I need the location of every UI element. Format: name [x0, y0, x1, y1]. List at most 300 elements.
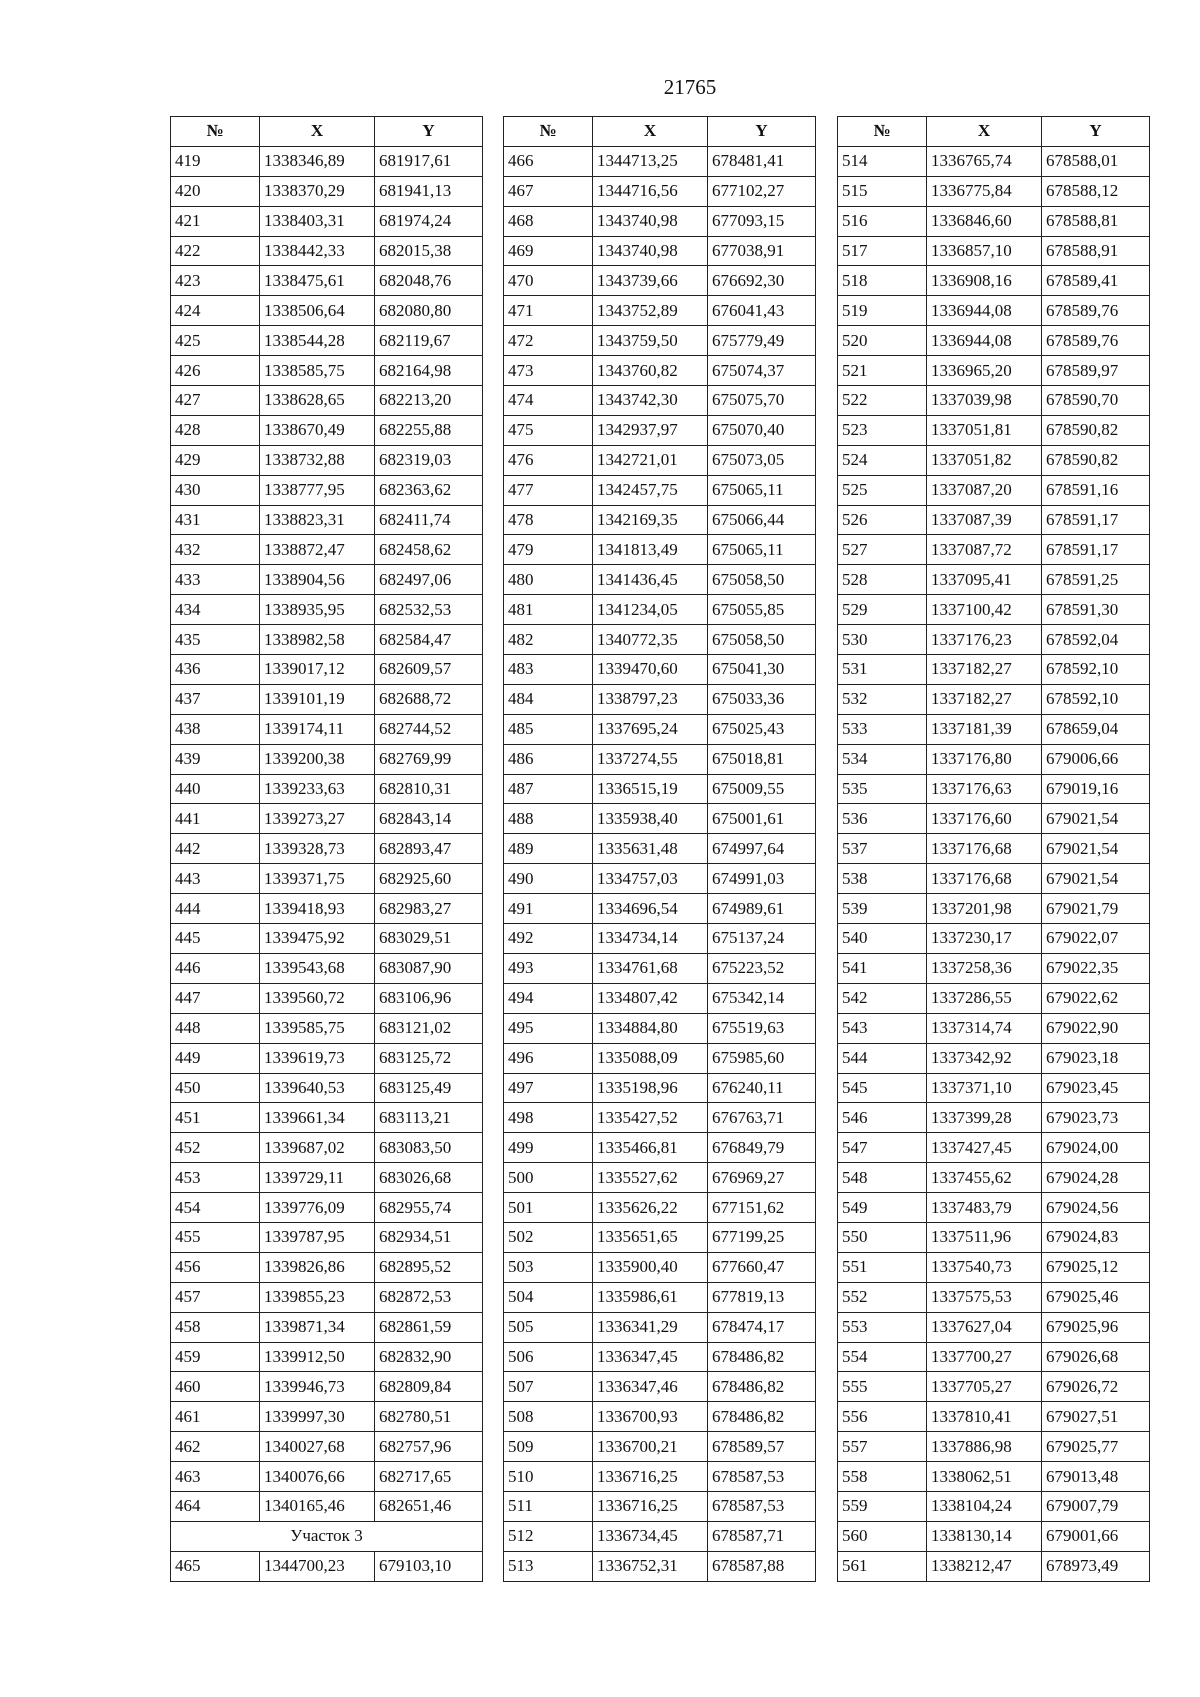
table-row: [504, 535, 816, 565]
x-coordinate-cell: 1337455,62: [927, 1163, 1042, 1193]
point-number-cell: 558: [838, 1462, 927, 1492]
table-row: [171, 176, 483, 206]
y-coordinate-cell: 678592,10: [1042, 655, 1150, 685]
table-row: [504, 146, 816, 176]
table-row: [838, 1312, 1150, 1342]
x-coordinate-cell: 1337274,55: [593, 744, 708, 774]
point-number-cell: 443: [171, 864, 260, 894]
table-row: [171, 595, 483, 625]
table-row: [171, 953, 483, 983]
y-coordinate-cell: 682757,96: [375, 1432, 483, 1462]
y-coordinate-cell: 682893,47: [375, 834, 483, 864]
x-coordinate-cell: 1337087,72: [927, 535, 1042, 565]
x-coordinate-cell: 1336846,60: [927, 206, 1042, 236]
x-coordinate-cell: 1334884,80: [593, 1013, 708, 1043]
y-coordinate-cell: 675041,30: [708, 655, 816, 685]
point-number-cell: 444: [171, 894, 260, 924]
x-coordinate-cell: 1337342,92: [927, 1043, 1042, 1073]
x-coordinate-cell: 1338823,31: [260, 505, 375, 535]
table-row: [504, 1462, 816, 1492]
y-coordinate-cell: 682934,51: [375, 1222, 483, 1252]
x-coordinate-cell: 1339101,19: [260, 684, 375, 714]
x-coordinate-cell: 1338403,31: [260, 206, 375, 236]
table-row: [838, 774, 1150, 804]
y-coordinate-cell: 682769,99: [375, 744, 483, 774]
point-number-cell: 557: [838, 1432, 927, 1462]
table-row: [838, 804, 1150, 834]
table-row: [504, 445, 816, 475]
table-row: [171, 1551, 483, 1581]
point-number-cell: 512: [504, 1521, 593, 1551]
point-number-cell: 462: [171, 1432, 260, 1462]
y-coordinate-cell: 682843,14: [375, 804, 483, 834]
x-coordinate-cell: 1337371,10: [927, 1073, 1042, 1103]
y-coordinate-cell: 682411,74: [375, 505, 483, 535]
table-row: [838, 176, 1150, 206]
x-coordinate-cell: 1342721,01: [593, 445, 708, 475]
x-coordinate-cell: 1337176,60: [927, 804, 1042, 834]
table-row: [838, 714, 1150, 744]
y-coordinate-cell: 675065,11: [708, 535, 816, 565]
point-number-cell: 551: [838, 1252, 927, 1282]
x-coordinate-cell: 1339273,27: [260, 804, 375, 834]
table-row: [171, 445, 483, 475]
x-coordinate-cell: 1338442,33: [260, 236, 375, 266]
y-coordinate-cell: 676240,11: [708, 1073, 816, 1103]
y-coordinate-cell: 682925,60: [375, 864, 483, 894]
y-coordinate-cell: 678590,82: [1042, 415, 1150, 445]
point-number-cell: 429: [171, 445, 260, 475]
table-row: [504, 206, 816, 236]
x-coordinate-cell: 1338670,49: [260, 415, 375, 445]
point-number-cell: 475: [504, 415, 593, 445]
table-row: [171, 804, 483, 834]
y-coordinate-cell: 679022,62: [1042, 983, 1150, 1013]
point-number-cell: 435: [171, 625, 260, 655]
x-coordinate-cell: 1339997,30: [260, 1402, 375, 1432]
y-coordinate-cell: 679023,45: [1042, 1073, 1150, 1103]
table-row: [504, 1133, 816, 1163]
table-row: [171, 1312, 483, 1342]
point-number-cell: 459: [171, 1342, 260, 1372]
y-coordinate-cell: 683083,50: [375, 1133, 483, 1163]
x-coordinate-cell: 1339619,73: [260, 1043, 375, 1073]
x-coordinate-cell: 1335198,96: [593, 1073, 708, 1103]
x-coordinate-cell: 1343752,89: [593, 296, 708, 326]
point-number-cell: 450: [171, 1073, 260, 1103]
point-number-cell: 438: [171, 714, 260, 744]
coordinates-table-1: [170, 116, 483, 1582]
section-row: [171, 1521, 483, 1551]
y-coordinate-cell: 678589,76: [1042, 326, 1150, 356]
y-coordinate-cell: 679027,51: [1042, 1402, 1150, 1432]
x-coordinate-cell: 1343740,98: [593, 206, 708, 236]
y-coordinate-cell: 677038,91: [708, 236, 816, 266]
column-header-x: X: [260, 117, 375, 147]
table-row: [838, 266, 1150, 296]
y-coordinate-cell: 675075,70: [708, 386, 816, 416]
table-row: [838, 1282, 1150, 1312]
table-row: [838, 146, 1150, 176]
table-row: [838, 1342, 1150, 1372]
table-row: [838, 684, 1150, 714]
column-header-number: №: [171, 117, 260, 147]
y-coordinate-cell: 678486,82: [708, 1342, 816, 1372]
y-coordinate-cell: 681974,24: [375, 206, 483, 236]
x-coordinate-cell: 1340027,68: [260, 1432, 375, 1462]
point-number-cell: 489: [504, 834, 593, 864]
table-row: [171, 386, 483, 416]
x-coordinate-cell: 1334734,14: [593, 924, 708, 954]
y-coordinate-cell: 681917,61: [375, 146, 483, 176]
point-number-cell: 497: [504, 1073, 593, 1103]
table-row: [838, 1521, 1150, 1551]
point-number-cell: 442: [171, 834, 260, 864]
point-number-cell: 455: [171, 1222, 260, 1252]
y-coordinate-cell: 679024,83: [1042, 1222, 1150, 1252]
table-row: [171, 983, 483, 1013]
table-row: [838, 565, 1150, 595]
point-number-cell: 511: [504, 1491, 593, 1521]
x-coordinate-cell: 1338346,89: [260, 146, 375, 176]
table-row: [171, 1462, 483, 1492]
table-row: [171, 684, 483, 714]
table-row: [504, 804, 816, 834]
point-number-cell: 432: [171, 535, 260, 565]
point-number-cell: 519: [838, 296, 927, 326]
y-coordinate-cell: 679023,73: [1042, 1103, 1150, 1133]
y-coordinate-cell: 675058,50: [708, 625, 816, 655]
x-coordinate-cell: 1337182,27: [927, 655, 1042, 685]
x-coordinate-cell: 1338628,65: [260, 386, 375, 416]
y-coordinate-cell: 678588,12: [1042, 176, 1150, 206]
section-label: Участок 3: [171, 1521, 483, 1551]
y-coordinate-cell: 678591,16: [1042, 475, 1150, 505]
x-coordinate-cell: 1337575,53: [927, 1282, 1042, 1312]
point-number-cell: 523: [838, 415, 927, 445]
point-number-cell: 531: [838, 655, 927, 685]
y-coordinate-cell: 678591,17: [1042, 505, 1150, 535]
point-number-cell: 537: [838, 834, 927, 864]
y-coordinate-cell: 679026,68: [1042, 1342, 1150, 1372]
table-row: [171, 1103, 483, 1133]
point-number-cell: 544: [838, 1043, 927, 1073]
table-row: [171, 1491, 483, 1521]
point-number-cell: 546: [838, 1103, 927, 1133]
y-coordinate-cell: 677093,15: [708, 206, 816, 236]
y-coordinate-cell: 675018,81: [708, 744, 816, 774]
table-row: [838, 1222, 1150, 1252]
y-coordinate-cell: 678590,82: [1042, 445, 1150, 475]
y-coordinate-cell: 682955,74: [375, 1193, 483, 1223]
point-number-cell: 423: [171, 266, 260, 296]
y-coordinate-cell: 678486,82: [708, 1402, 816, 1432]
x-coordinate-cell: 1337181,39: [927, 714, 1042, 744]
x-coordinate-cell: 1337540,73: [927, 1252, 1042, 1282]
point-number-cell: 487: [504, 774, 593, 804]
y-coordinate-cell: 678481,41: [708, 146, 816, 176]
y-coordinate-cell: 675065,11: [708, 475, 816, 505]
x-coordinate-cell: 1337700,27: [927, 1342, 1042, 1372]
point-number-cell: 436: [171, 655, 260, 685]
table-row: [171, 356, 483, 386]
point-number-cell: 420: [171, 176, 260, 206]
x-coordinate-cell: 1336775,84: [927, 176, 1042, 206]
x-coordinate-cell: 1336965,20: [927, 356, 1042, 386]
point-number-cell: 499: [504, 1133, 593, 1163]
point-number-cell: 524: [838, 445, 927, 475]
point-number-cell: 552: [838, 1282, 927, 1312]
x-coordinate-cell: 1338797,23: [593, 684, 708, 714]
point-number-cell: 515: [838, 176, 927, 206]
column-header-number: №: [504, 117, 593, 147]
y-coordinate-cell: 682717,65: [375, 1462, 483, 1492]
point-number-cell: 431: [171, 505, 260, 535]
point-number-cell: 479: [504, 535, 593, 565]
x-coordinate-cell: 1339776,09: [260, 1193, 375, 1223]
table-row: [838, 475, 1150, 505]
y-coordinate-cell: 682119,67: [375, 326, 483, 356]
x-coordinate-cell: 1339640,53: [260, 1073, 375, 1103]
point-number-cell: 493: [504, 953, 593, 983]
table-row: [838, 1073, 1150, 1103]
point-number-cell: 437: [171, 684, 260, 714]
point-number-cell: 473: [504, 356, 593, 386]
table-row: [171, 296, 483, 326]
point-number-cell: 526: [838, 505, 927, 535]
table-row: [838, 386, 1150, 416]
x-coordinate-cell: 1337483,79: [927, 1193, 1042, 1223]
point-number-cell: 486: [504, 744, 593, 774]
x-coordinate-cell: 1341813,49: [593, 535, 708, 565]
x-coordinate-cell: 1337230,17: [927, 924, 1042, 954]
table-row: [504, 924, 816, 954]
table-row: [171, 834, 483, 864]
point-number-cell: 534: [838, 744, 927, 774]
x-coordinate-cell: 1336700,21: [593, 1432, 708, 1462]
table-row: [504, 1402, 816, 1432]
table-row: [504, 834, 816, 864]
point-number-cell: 461: [171, 1402, 260, 1432]
x-coordinate-cell: 1336752,31: [593, 1551, 708, 1581]
x-coordinate-cell: 1337176,80: [927, 744, 1042, 774]
y-coordinate-cell: 679021,79: [1042, 894, 1150, 924]
y-coordinate-cell: 676692,30: [708, 266, 816, 296]
x-coordinate-cell: 1338370,29: [260, 176, 375, 206]
point-number-cell: 447: [171, 983, 260, 1013]
table-row: [171, 625, 483, 655]
column-header-y: Y: [708, 117, 816, 147]
point-number-cell: 496: [504, 1043, 593, 1073]
y-coordinate-cell: 678592,04: [1042, 625, 1150, 655]
point-number-cell: 529: [838, 595, 927, 625]
y-coordinate-cell: 683121,02: [375, 1013, 483, 1043]
y-coordinate-cell: 675055,85: [708, 595, 816, 625]
point-number-cell: 542: [838, 983, 927, 1013]
table-row: [838, 445, 1150, 475]
x-coordinate-cell: 1342457,75: [593, 475, 708, 505]
point-number-cell: 469: [504, 236, 593, 266]
point-number-cell: 454: [171, 1193, 260, 1223]
x-coordinate-cell: 1336700,93: [593, 1402, 708, 1432]
table-row: [838, 206, 1150, 236]
table-row: [838, 595, 1150, 625]
table-row: [504, 1491, 816, 1521]
y-coordinate-cell: 678587,88: [708, 1551, 816, 1581]
point-number-cell: 540: [838, 924, 927, 954]
x-coordinate-cell: 1344716,56: [593, 176, 708, 206]
table-row: [171, 774, 483, 804]
point-number-cell: 458: [171, 1312, 260, 1342]
x-coordinate-cell: 1337314,74: [927, 1013, 1042, 1043]
table-row: [504, 505, 816, 535]
y-coordinate-cell: 682532,53: [375, 595, 483, 625]
y-coordinate-cell: 679103,10: [375, 1551, 483, 1581]
x-coordinate-cell: 1337810,41: [927, 1402, 1042, 1432]
table-row: [504, 1163, 816, 1193]
point-number-cell: 539: [838, 894, 927, 924]
x-coordinate-cell: 1336857,10: [927, 236, 1042, 266]
point-number-cell: 559: [838, 1491, 927, 1521]
table-row: [171, 1282, 483, 1312]
y-coordinate-cell: 681941,13: [375, 176, 483, 206]
y-coordinate-cell: 683113,21: [375, 1103, 483, 1133]
point-number-cell: 474: [504, 386, 593, 416]
x-coordinate-cell: 1339871,34: [260, 1312, 375, 1342]
y-coordinate-cell: 679022,07: [1042, 924, 1150, 954]
y-coordinate-cell: 679013,48: [1042, 1462, 1150, 1492]
x-coordinate-cell: 1339233,63: [260, 774, 375, 804]
table-row: [504, 655, 816, 685]
point-number-cell: 500: [504, 1163, 593, 1193]
table-row: [171, 535, 483, 565]
x-coordinate-cell: 1337176,23: [927, 625, 1042, 655]
x-coordinate-cell: 1338585,75: [260, 356, 375, 386]
table-row: [838, 1462, 1150, 1492]
table-row: [504, 1342, 816, 1372]
table-row: [838, 415, 1150, 445]
point-number-cell: 554: [838, 1342, 927, 1372]
y-coordinate-cell: 679021,54: [1042, 834, 1150, 864]
point-number-cell: 426: [171, 356, 260, 386]
column-header-y: Y: [375, 117, 483, 147]
y-coordinate-cell: 674991,03: [708, 864, 816, 894]
point-number-cell: 491: [504, 894, 593, 924]
point-number-cell: 430: [171, 475, 260, 505]
point-number-cell: 470: [504, 266, 593, 296]
y-coordinate-cell: 675033,36: [708, 684, 816, 714]
point-number-cell: 513: [504, 1551, 593, 1581]
table-row: [171, 415, 483, 445]
table-row: [504, 1043, 816, 1073]
table-row: [171, 1252, 483, 1282]
table-row: [171, 1432, 483, 1462]
y-coordinate-cell: 682688,72: [375, 684, 483, 714]
y-coordinate-cell: 675223,52: [708, 953, 816, 983]
point-number-cell: 465: [171, 1551, 260, 1581]
point-number-cell: 547: [838, 1133, 927, 1163]
point-number-cell: 553: [838, 1312, 927, 1342]
table-row: [838, 1193, 1150, 1223]
x-coordinate-cell: 1336944,08: [927, 296, 1042, 326]
table-row: [838, 236, 1150, 266]
table-row: [171, 475, 483, 505]
point-number-cell: 425: [171, 326, 260, 356]
point-number-cell: 533: [838, 714, 927, 744]
y-coordinate-cell: 677199,25: [708, 1222, 816, 1252]
y-coordinate-cell: 678589,41: [1042, 266, 1150, 296]
table-row: [838, 356, 1150, 386]
point-number-cell: 463: [171, 1462, 260, 1492]
y-coordinate-cell: 679024,00: [1042, 1133, 1150, 1163]
point-number-cell: 535: [838, 774, 927, 804]
y-coordinate-cell: 678659,04: [1042, 714, 1150, 744]
x-coordinate-cell: 1336347,46: [593, 1372, 708, 1402]
point-number-cell: 480: [504, 565, 593, 595]
y-coordinate-cell: 682048,76: [375, 266, 483, 296]
point-number-cell: 541: [838, 953, 927, 983]
x-coordinate-cell: 1339855,23: [260, 1282, 375, 1312]
table-row: [504, 176, 816, 206]
y-coordinate-cell: 675058,50: [708, 565, 816, 595]
point-number-cell: 525: [838, 475, 927, 505]
y-coordinate-cell: 676763,71: [708, 1103, 816, 1133]
y-coordinate-cell: 683125,49: [375, 1073, 483, 1103]
y-coordinate-cell: 675519,63: [708, 1013, 816, 1043]
y-coordinate-cell: 682080,80: [375, 296, 483, 326]
point-number-cell: 471: [504, 296, 593, 326]
table-row: [838, 1432, 1150, 1462]
coordinates-table-3: [837, 116, 1150, 1582]
table-row: [504, 1013, 816, 1043]
y-coordinate-cell: 675001,61: [708, 804, 816, 834]
x-coordinate-cell: 1337176,68: [927, 864, 1042, 894]
column-header-x: X: [593, 117, 708, 147]
point-number-cell: 530: [838, 625, 927, 655]
x-coordinate-cell: 1335088,09: [593, 1043, 708, 1073]
y-coordinate-cell: 675009,55: [708, 774, 816, 804]
table-row: [504, 1193, 816, 1223]
x-coordinate-cell: 1343740,98: [593, 236, 708, 266]
x-coordinate-cell: 1339661,34: [260, 1103, 375, 1133]
table-row: [838, 655, 1150, 685]
y-coordinate-cell: 679007,79: [1042, 1491, 1150, 1521]
x-coordinate-cell: 1339946,73: [260, 1372, 375, 1402]
x-coordinate-cell: 1337100,42: [927, 595, 1042, 625]
x-coordinate-cell: 1336734,45: [593, 1521, 708, 1551]
x-coordinate-cell: 1339543,68: [260, 953, 375, 983]
y-coordinate-cell: 683125,72: [375, 1043, 483, 1073]
x-coordinate-cell: 1337695,24: [593, 714, 708, 744]
point-number-cell: 505: [504, 1312, 593, 1342]
x-coordinate-cell: 1337051,82: [927, 445, 1042, 475]
x-coordinate-cell: 1336716,25: [593, 1491, 708, 1521]
y-coordinate-cell: 682809,84: [375, 1372, 483, 1402]
point-number-cell: 490: [504, 864, 593, 894]
x-coordinate-cell: 1336908,16: [927, 266, 1042, 296]
table-row: [504, 1521, 816, 1551]
y-coordinate-cell: 675779,49: [708, 326, 816, 356]
table-row: [171, 565, 483, 595]
y-coordinate-cell: 677102,27: [708, 176, 816, 206]
table-row: [838, 834, 1150, 864]
point-number-cell: 501: [504, 1193, 593, 1223]
x-coordinate-cell: 1335986,61: [593, 1282, 708, 1312]
point-number-cell: 441: [171, 804, 260, 834]
table-row: [504, 983, 816, 1013]
table-row: [838, 326, 1150, 356]
x-coordinate-cell: 1342937,97: [593, 415, 708, 445]
